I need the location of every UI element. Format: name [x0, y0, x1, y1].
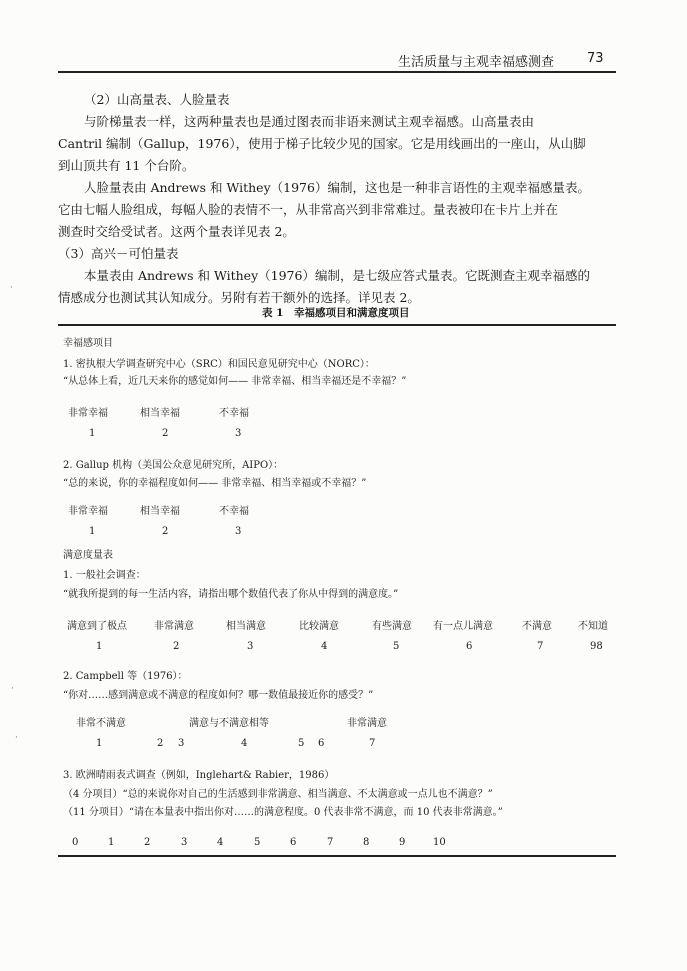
running-header-title: 生活质量与主观幸福感测查: [398, 55, 555, 70]
item2-question: “总的来说，你的幸福程度如何—— 非常幸福、相当幸福或不幸福？”: [63, 478, 367, 489]
item4-title: 2. Campbell 等（1976）：: [63, 671, 188, 682]
scan-speck: ·: [10, 283, 13, 293]
table-top-rule: [58, 324, 616, 326]
item3-number: 2: [173, 641, 180, 652]
item5-number: 0: [72, 837, 79, 848]
scan-speck: ·: [15, 733, 18, 743]
item1-question: “从总体上看，近几天来你的感觉如何—— 非常幸福、相当幸福还是不幸福？”: [63, 376, 407, 387]
paragraph-2-line-1: 人脸量表由 Andrews 和 Withey（1976）编制，这也是一种非言语性的主观幸福感量表。: [84, 180, 590, 195]
section-heading-3: （3）高兴－可怕量表: [58, 246, 179, 261]
item3-option: 比较满意: [299, 621, 339, 632]
item3-number: 6: [466, 641, 473, 652]
item5-number: 5: [254, 837, 261, 848]
item3-option: 有些满意: [372, 621, 412, 632]
item1-title: 1. 密执根大学调查研究中心（SRC）和国民意见研究中心（NORC）：: [63, 359, 375, 370]
item1-number: 2: [162, 428, 169, 439]
paragraph-3-line-2: 情感成分也测试其认知成分。另附有若干额外的选择。详见表 2。: [58, 290, 420, 305]
item5-number: 3: [181, 837, 188, 848]
table-bottom-rule: [58, 855, 616, 857]
item4-option: 非常不满意: [76, 718, 126, 729]
item2-number: 2: [162, 526, 169, 537]
item3-option: 相当满意: [226, 621, 266, 632]
item4-number: 4: [241, 738, 248, 749]
item5-number: 2: [144, 837, 151, 848]
scan-speck: ·: [11, 684, 14, 694]
item2-title: 2. Gallup 机构（美国公众意见研究所，AIPO）：: [63, 460, 284, 471]
happiness-heading: 幸福感项目: [63, 338, 113, 349]
item3-number: 1: [96, 641, 103, 652]
item3-number: 98: [590, 641, 603, 652]
item3-option: 非常满意: [154, 621, 194, 632]
item3-option: 有一点儿满意: [433, 621, 493, 632]
item3-title: 1. 一般社会调查：: [63, 570, 146, 581]
item3-option: 满意到了极点: [67, 621, 127, 632]
item2-number: 1: [89, 526, 96, 537]
item1-option: 相当幸福: [140, 408, 180, 419]
item3-number: 4: [321, 641, 328, 652]
item5-number: 4: [217, 837, 224, 848]
item1-number: 1: [89, 428, 96, 439]
item4-number: 5: [298, 738, 305, 749]
section-heading-2: （2）山高量表、人脸量表: [84, 92, 230, 107]
item4-number: 1: [96, 738, 103, 749]
item3-number: 7: [537, 641, 544, 652]
item4-option: 满意与不满意相等: [189, 718, 269, 729]
item5-number: 8: [363, 837, 370, 848]
item5-4-point: （4 分项目）“总的来说你对自己的生活感到非常满意、相当满意、不太满意或一点儿也不满意？”: [63, 789, 493, 800]
item5-number: 10: [433, 837, 446, 848]
item1-option: 非常幸福: [68, 408, 108, 419]
item5-number: 7: [327, 837, 334, 848]
item4-number: 6: [318, 738, 325, 749]
item4-option: 非常满意: [347, 718, 387, 729]
item3-option: 不满意: [522, 621, 552, 632]
item5-title: 3. 欧洲晴雨表式调查（例如，Inglehart& Rabier，1986）: [63, 770, 335, 781]
item4-number: 3: [178, 738, 185, 749]
paragraph-2-line-3: 测查时交给受试者。这两个量表详见表 2。: [58, 224, 295, 239]
item4-number: 7: [369, 738, 376, 749]
paragraph-2-line-2: 它由七幅人脸组成，每幅人脸的表情不一，从非常高兴到非常难过。量表被印在卡片上并在: [58, 202, 559, 217]
item5-number: 9: [399, 837, 406, 848]
item4-number: 2: [157, 738, 164, 749]
table-caption: 表 1 幸福感项目和满意度项目: [262, 307, 410, 319]
item1-number: 3: [235, 428, 242, 439]
paragraph-1-line-2: Cantril 编制（Gallup，1976），使用于梯子比较少见的国家。它是用线画出的一座山，从山脚: [58, 136, 586, 151]
item3-number: 5: [393, 641, 400, 652]
paragraph-1-line-3: 到山顶共有 11 个台阶。: [58, 158, 195, 173]
item2-option: 不幸福: [219, 506, 249, 517]
header-rule: [58, 71, 616, 73]
item2-option: 相当幸福: [140, 506, 180, 517]
item1-option: 不幸福: [219, 408, 249, 419]
item5-number: 1: [108, 837, 115, 848]
item3-option: 不知道: [578, 621, 608, 632]
item5-11-point: （11 分项目）“请在本量表中指出你对……的满意程度。0 代表非常不满意，而 10 代表非常满意。”: [63, 807, 503, 818]
satisfaction-heading: 满意度量表: [63, 550, 113, 561]
page-number: 73: [587, 51, 604, 66]
item4-question: “你对……感到满意或不满意的程度如何？哪一数值最接近你的感受？”: [63, 690, 374, 701]
item2-option: 非常幸福: [68, 506, 108, 517]
item5-number: 6: [290, 837, 297, 848]
item3-number: 3: [247, 641, 254, 652]
paragraph-1-line-1: 与阶梯量表一样，这两种量表也是通过图表而非语来测试主观幸福感。山高量表由: [84, 114, 535, 129]
item2-number: 3: [235, 526, 242, 537]
paragraph-3-line-1: 本量表由 Andrews 和 Withey（1976）编制，是七级应答式量表。它既测查主观幸福感的: [84, 268, 590, 283]
item3-question: “就我所提到的每一生活内容，请指出哪个数值代表了你从中得到的满意度。”: [63, 589, 399, 600]
